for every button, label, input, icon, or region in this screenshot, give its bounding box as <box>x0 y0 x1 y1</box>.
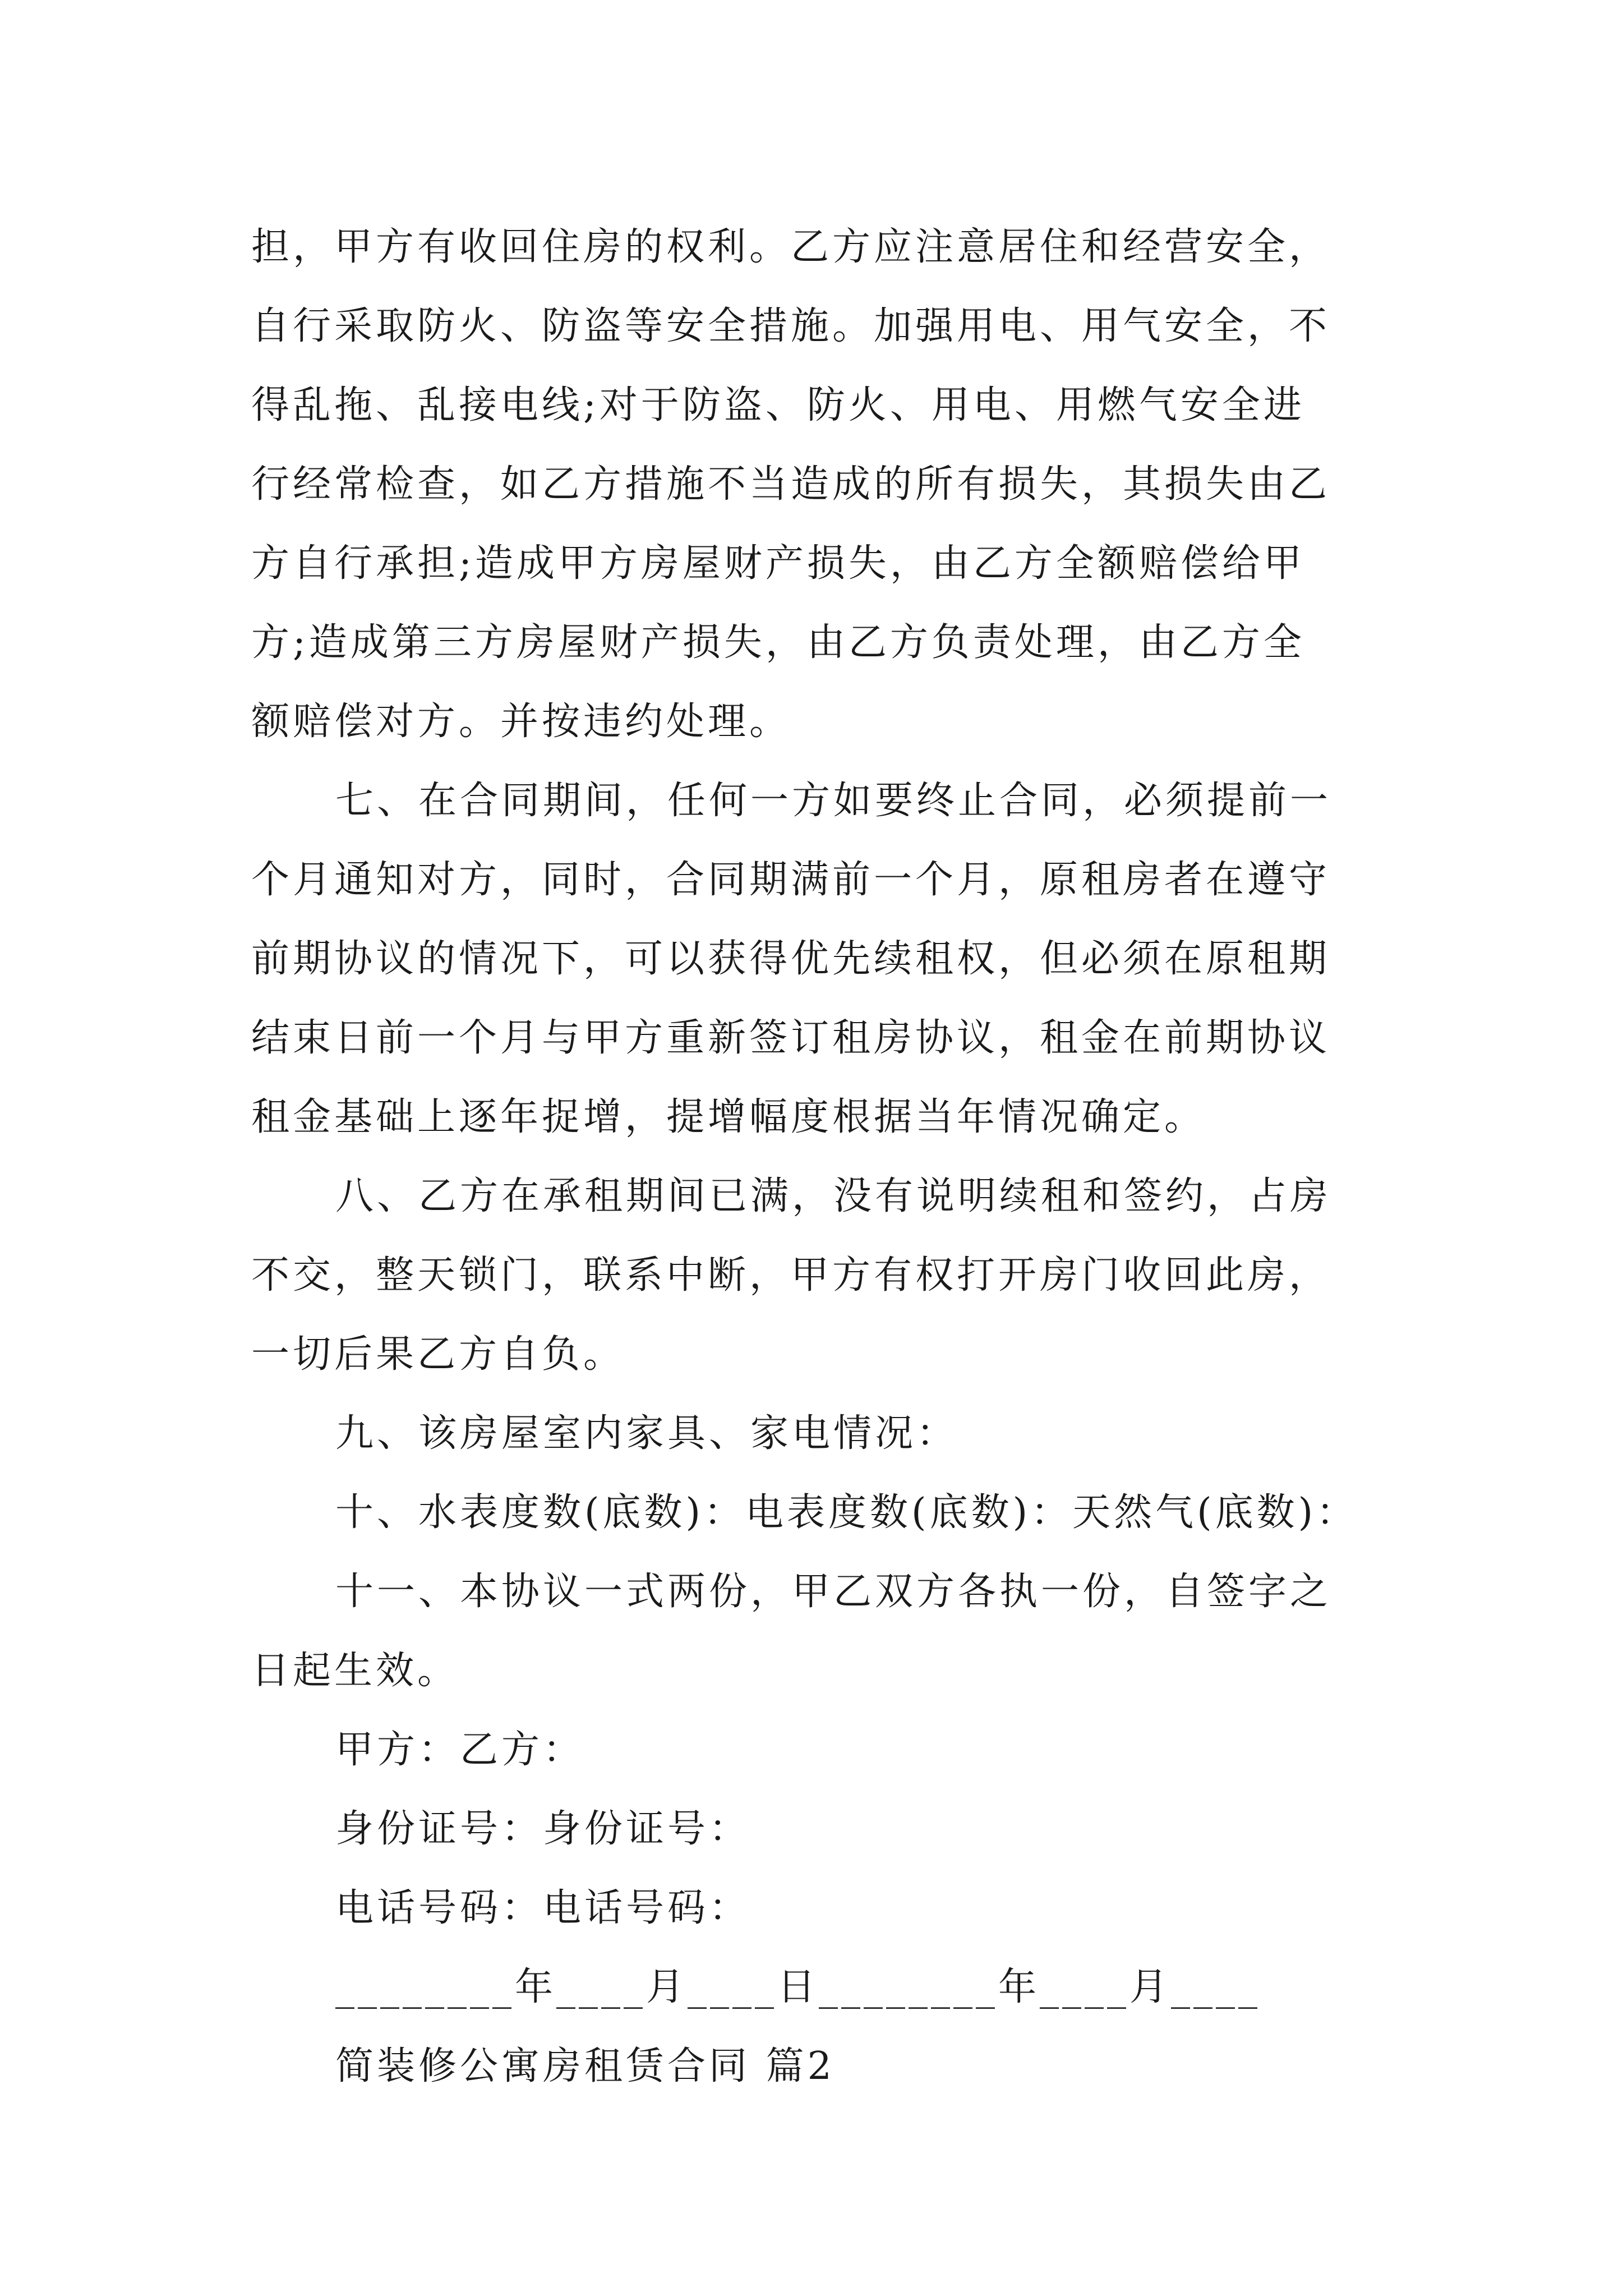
clause-7-line: 结束日前一个月与甲方重新签订租房协议，租金在前期协议 <box>251 1016 1331 1060</box>
next-section-title: 简装修公寓房租赁合同 篇2 <box>335 2044 835 2088</box>
clause-9: 九、该房屋室内家具、家电情况： <box>335 1411 958 1456</box>
signature-phones: 电话号码：电话号码： <box>335 1886 751 1930</box>
text-line: 额赔偿对方。并按违约处理。 <box>251 700 791 744</box>
text-line: 自行采取防火、防盗等安全措施。加强用电、用气安全，不 <box>251 304 1331 348</box>
text-line: 方;造成第三方房屋财产损失，由乙方负责处理，由乙方全 <box>251 620 1305 665</box>
clause-7-line: 个月通知对方，同时，合同期满前一个月，原租房者在遵守 <box>251 858 1331 902</box>
clause-10: 十、水表度数(底数)：电表度数(底数)：天然气(底数)： <box>335 1490 1358 1535</box>
clause-8-line: 八、乙方在承租期间已满，没有说明续租和签约，占房 <box>335 1174 1332 1218</box>
clause-11-line: 日起生效。 <box>251 1649 459 1693</box>
clause-7-line: 七、在合同期间，任何一方如要终止合同，必须提前一 <box>335 779 1332 823</box>
clause-8-line: 一切后果乙方自负。 <box>251 1332 625 1377</box>
clause-11-line: 十一、本协议一式两份，甲乙双方各执一份，自签字之 <box>335 1570 1332 1614</box>
text-line: 方自行承担;造成甲方房屋财产损失，由乙方全额赔偿给甲 <box>251 541 1305 586</box>
clause-7-line: 前期协议的情况下，可以获得优先续租权，但必须在原租期 <box>251 937 1331 981</box>
signature-date-line: ________年____月____日________年____月____ <box>335 1965 1261 2009</box>
signature-id-numbers: 身份证号：身份证号： <box>335 1807 751 1851</box>
text-line: 担，甲方有收回住房的权利。乙方应注意居住和经营安全， <box>251 225 1331 269</box>
contract-body <box>251 208 1435 2106</box>
clause-7-line: 租金基础上逐年捉增，提增幅度根据当年情况确定。 <box>251 1095 1206 1139</box>
text-line: 得乱拖、乱接电线;对于防盗、防火、用电、用燃气安全进 <box>251 383 1305 427</box>
text-line: 行经常检查，如乙方措施不当造成的所有损失，其损失由乙 <box>251 462 1331 507</box>
clause-8-line: 不交，整天锁门，联系中断，甲方有权打开房门收回此房， <box>251 1253 1331 1297</box>
signature-parties: 甲方：乙方： <box>335 1728 585 1772</box>
